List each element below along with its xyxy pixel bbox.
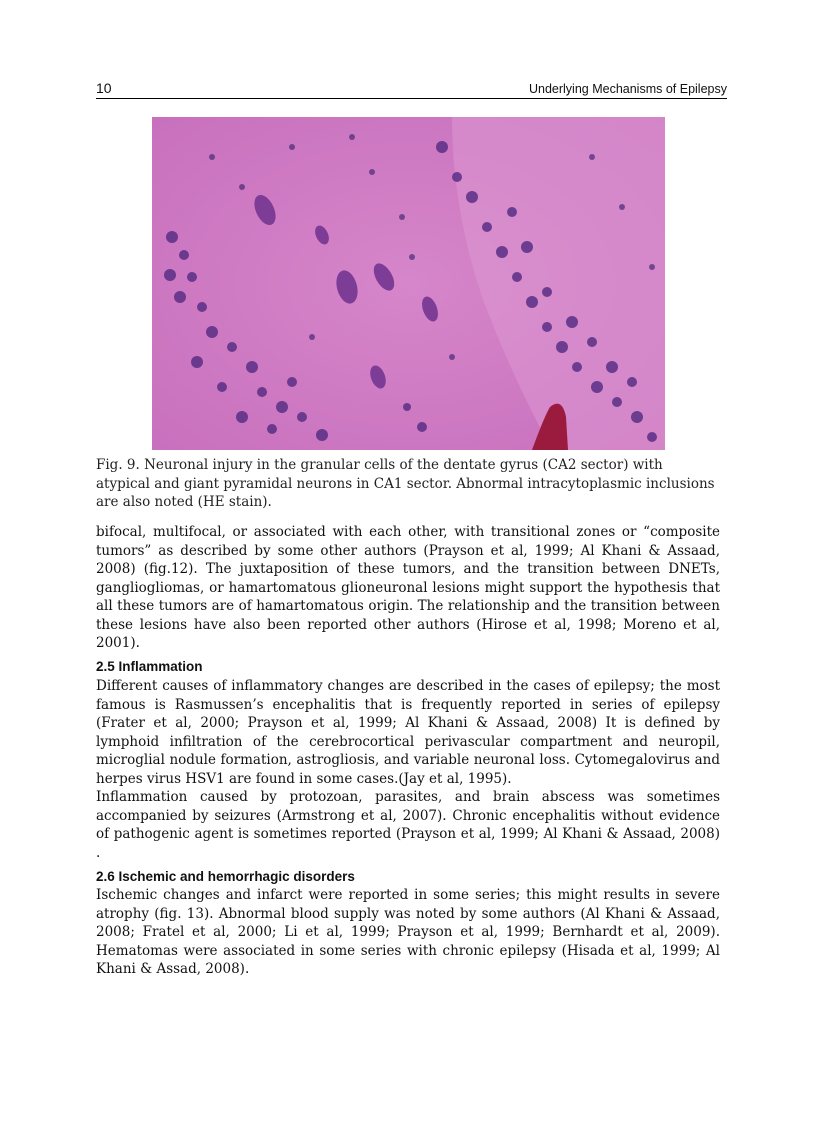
continuation-paragraph bbox=[96, 523, 720, 653]
paragraph: Ischemic changes and infarct were reported in some series; this might results in severe atrophy (fig. 13). Abnormal blood supply was noted by some authors (Al Khani & Assaad, 2008; Fratel et al, 2000; Li et al, 1999; Prayson et al, 1999; Bernhardt et al, 2009). Hematomas were associated in some series with chronic epilepsy (Hisada et al, 1999; Al Khani & Assad, 2008). bbox=[96, 887, 720, 977]
section-heading-inflammation: 2.5 Inflammation bbox=[96, 659, 203, 674]
running-title: Underlying Mechanisms of Epilepsy bbox=[528, 82, 727, 96]
section-heading-ischemic: 2.6 Ischemic and hemorrhagic disorders bbox=[96, 869, 355, 884]
page-header bbox=[96, 80, 727, 99]
paragraph: Different causes of inflammatory changes are described in the cases of epilepsy; the most famous is Rasmussen’s encephalitis that is frequently reported in series of epilepsy (Frater et al, 2000; Prayson et al, 1999; Al Khani & Assaad, 2008) It is defined by lymphoid infiltration of the cerebrocortical perivascular compartment and neuropil, microglial nodule formation, astrogliosis, and variable neuronal loss. Cytomegalovirus and herpes virus HSV1 are found in some cases.(Jay et al, 1995). bbox=[96, 678, 720, 787]
histology-micrograph bbox=[152, 117, 665, 450]
he-stain-image bbox=[152, 117, 665, 450]
section-ischemic-body bbox=[96, 886, 720, 979]
paragraph: Inflammation caused by protozoan, parasites, and brain abscess was sometimes accompanied by seizures (Armstrong et al, 2007). Chronic encephalitis without evidence of pathogenic agent is sometimes reported (Prayson et al, 1999; Al Khani & Assaad, 2008) . bbox=[96, 789, 720, 861]
page-number: 10 bbox=[96, 80, 112, 96]
paragraph: bifocal, multifocal, or associated with each other, with transitional zones or “composite tumors” as described by some other authors (Prayson et al, 1999; Al Khani & Assaad, 2008) (fig.12). The juxtaposition of these tumors, and the transition between DNETs, gangliogliomas, or hamartomatous glioneuronal lesions might support the hypothesis that all these tumors are of hamartomatous origin. The relationship and the transition between these lesions have also been reported other authors (Hirose et al, 1998; Moreno et al, 2001). bbox=[96, 524, 720, 651]
figure-caption: Fig. 9. Neuronal injury in the granular cells of the dentate gyrus (CA2 sector) with atypical and giant pyramidal neurons in CA1 sector. Abnormal intracytoplasmic inclusions are also noted (HE stain). bbox=[96, 457, 715, 510]
section-inflammation-body bbox=[96, 677, 720, 862]
